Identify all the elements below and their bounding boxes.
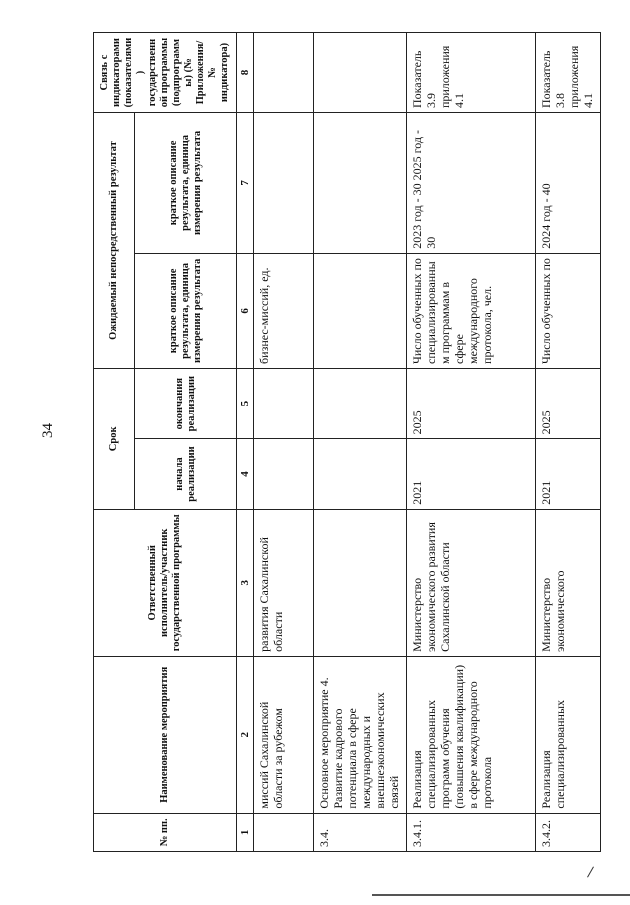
end-year: 2025 xyxy=(407,368,536,438)
header-result-desc: краткое описание результата, единица измерения результата xyxy=(135,253,236,368)
row-number: 3.4.1. xyxy=(407,813,536,851)
executor: Министерство экономического xyxy=(536,509,601,656)
indicator-link: Показатель 3.8 приложения 4.1 xyxy=(536,33,601,113)
header-event-name: Наименование мероприятия xyxy=(94,656,237,813)
header-expected-result: Ожидаемый непосредственный результат xyxy=(94,113,135,369)
column-number: 6 xyxy=(236,253,253,368)
header-result-value: краткое описание результата, единица измерения результата xyxy=(135,113,236,254)
event-name: миссий Сахалинской области за рубежом xyxy=(254,656,314,813)
table-row xyxy=(407,33,536,852)
row-number xyxy=(254,813,314,851)
row-number: 3.4. xyxy=(313,813,406,851)
header-executor: Ответственный исполнитель/участник государственной программы xyxy=(94,509,237,656)
column-number: 7 xyxy=(236,113,253,254)
indicator-link xyxy=(254,33,314,113)
start-year: 2021 xyxy=(407,439,536,509)
column-number: 4 xyxy=(236,439,253,509)
page-number: 34 xyxy=(40,423,56,438)
result-description xyxy=(313,253,406,368)
result-description: Число обученных по xyxy=(536,253,601,368)
end-year: 2025 xyxy=(536,368,601,438)
indicator-link xyxy=(313,33,406,113)
end-year xyxy=(313,368,406,438)
event-name: Реализация специализированных программ обучения (повышения квалификации) в сфере международного протокола xyxy=(407,656,536,813)
column-number: 2 xyxy=(236,656,253,813)
column-number: 5 xyxy=(236,368,253,438)
start-year xyxy=(313,439,406,509)
events-table xyxy=(93,32,601,852)
header-end: окончания реализации xyxy=(135,368,236,438)
header-term: Срок xyxy=(94,368,135,509)
table-row xyxy=(536,33,601,852)
result-description: бизнес-миссий, ед. xyxy=(254,253,314,368)
result-value xyxy=(313,113,406,254)
row-number: 3.4.2. xyxy=(536,813,601,851)
result-description: Число обученных по специализированным программам в сфере международного протокола, чел. xyxy=(407,253,536,368)
start-year: 2021 xyxy=(536,439,601,509)
executor: Министерство экономического развития Сахалинской области xyxy=(407,509,536,656)
header-start: начала реализации xyxy=(135,439,236,509)
scan-edge-line xyxy=(372,894,630,896)
header-indicator-link: Связь с индикаторами (показателями) государственной программы (подпрограммы) (№ Приложения/№ индикатора) xyxy=(94,33,237,113)
column-number: 3 xyxy=(236,509,253,656)
column-number: 8 xyxy=(236,33,253,113)
table-row xyxy=(254,33,314,852)
rotated-table-wrapper xyxy=(93,32,601,852)
event-name: Реализация специализированных xyxy=(536,656,601,813)
indicator-link: Показатель 3.9 приложения 4.1 xyxy=(407,33,536,113)
event-name: Основное мероприятие 4. Развитие кадрового потенциала в сфере международных и внешнеэкономических связей xyxy=(313,656,406,813)
result-value: 2023 год - 30 2025 год - 30 xyxy=(407,113,536,254)
table-row xyxy=(313,33,406,852)
executor xyxy=(313,509,406,656)
result-value xyxy=(254,113,314,254)
executor: развития Сахалинской области xyxy=(254,509,314,656)
start-year xyxy=(254,439,314,509)
end-year xyxy=(254,368,314,438)
header-number: № пп. xyxy=(94,813,237,851)
column-number: 1 xyxy=(236,813,253,851)
pen-mark xyxy=(587,867,594,878)
result-value: 2024 год - 40 xyxy=(536,113,601,254)
